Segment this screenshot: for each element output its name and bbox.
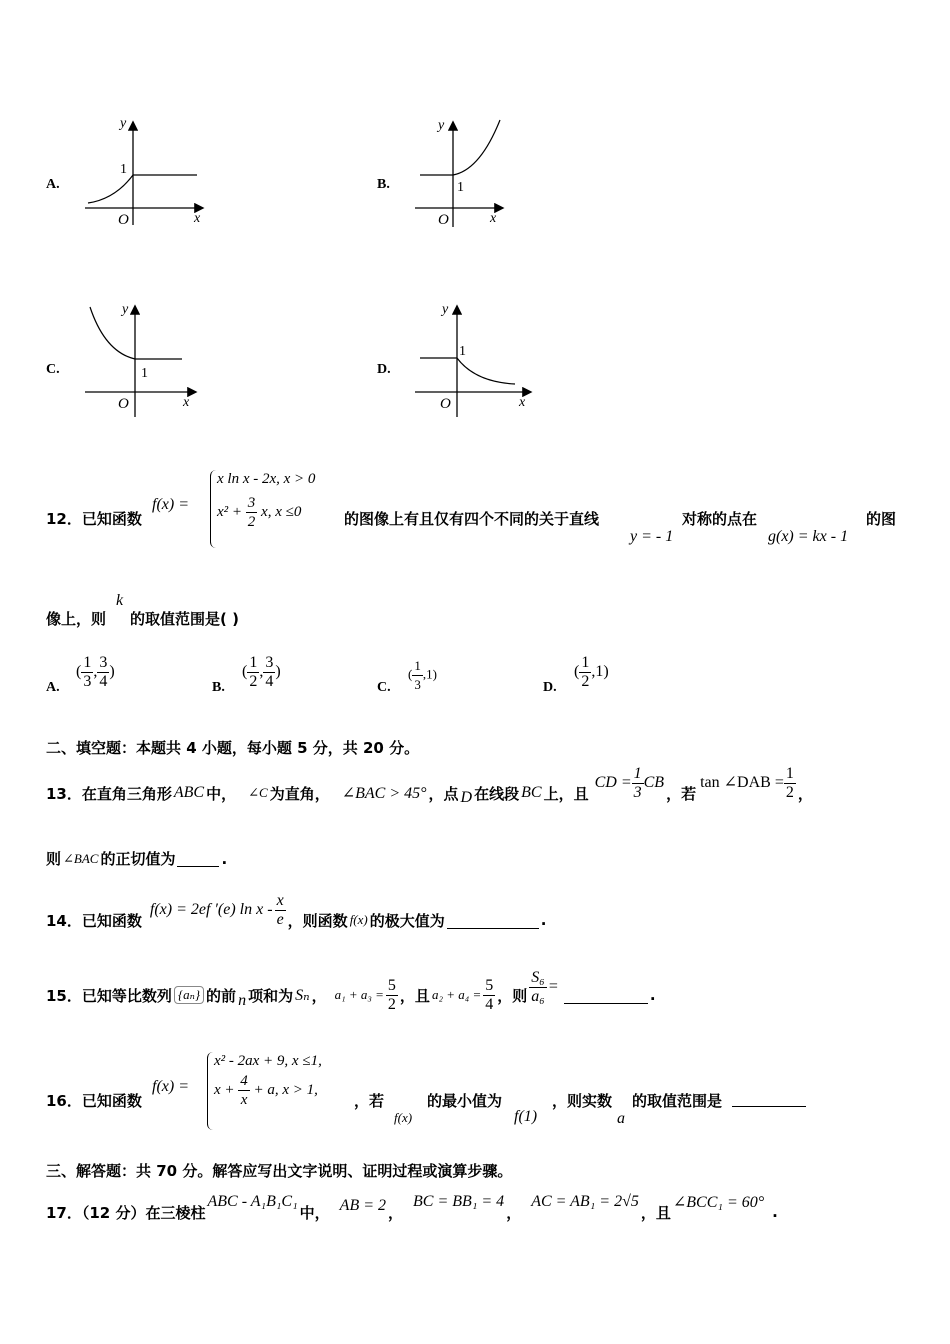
q15-answer-blank[interactable] xyxy=(564,987,648,1004)
q12-text1: 的图像上有且仅有四个不同的关于直线 xyxy=(344,510,600,528)
graph-b xyxy=(410,115,520,230)
q16-f-lhs: f(x) = xyxy=(152,1078,189,1095)
q12-f-lhs: f(x) = xyxy=(152,496,189,513)
q16-fx: f(x) xyxy=(394,1110,413,1125)
one-label: 1 xyxy=(141,366,148,381)
q12-option-c[interactable]: ( $\frac{1}{3}$ ,1) xyxy=(408,658,437,692)
q12-case1: x ln x - 2x, x > 0 xyxy=(217,471,316,487)
graph-d xyxy=(410,297,535,422)
y-label: y xyxy=(442,302,449,317)
y-label: y xyxy=(120,116,127,131)
one-label: 1 xyxy=(120,162,127,177)
q12-option-d[interactable]: ( $\frac{1}{2}$ ,1) xyxy=(574,654,609,690)
q12-case2: x² + $\frac{3}{2}$ x, x ≤0 xyxy=(217,495,302,530)
x-label: x xyxy=(490,211,497,226)
origin-label: O xyxy=(118,212,129,228)
q16-text3: 的最小值为 xyxy=(427,1092,503,1110)
q12-option-d-label[interactable]: D. xyxy=(543,680,557,695)
q12-text3: 的图 xyxy=(866,510,897,528)
q12-g: g(x) = kx - 1 xyxy=(768,528,849,545)
origin-label: O xyxy=(118,396,129,412)
q16-case1: x² - 2ax + 9, x ≤1, xyxy=(214,1053,322,1069)
q16-case2: x + $\frac{4}{x}$ + a, x > 1, xyxy=(214,1073,318,1108)
option-a-label[interactable]: A. xyxy=(46,177,60,192)
graph-c xyxy=(80,297,200,422)
y-label: y xyxy=(438,118,445,133)
section3-heading: 三、解答题：共 70 分。解答应写出文字说明、证明过程或演算步骤。 xyxy=(46,1162,513,1180)
one-label: 1 xyxy=(459,344,466,359)
q16-text5: 的取值范围是 xyxy=(632,1092,723,1110)
q16-answer-blank[interactable] xyxy=(732,1090,806,1107)
q13-line2: 则 ∠BAC 的正切值为 . xyxy=(46,849,228,868)
x-label: x xyxy=(194,211,201,226)
q16-text4: ，则实数 xyxy=(552,1092,613,1110)
q12-piecewise xyxy=(210,470,315,548)
q16-f1: f(1) xyxy=(514,1108,538,1125)
origin-label: O xyxy=(438,212,449,228)
curve xyxy=(457,358,515,384)
q17-line: 17．（12 分）在三棱柱 ABC - A₁B₁C₁ 中， AB = 2 ， BC = BB₁ = 4 ， AC = AB₁ = 2√5 ，且 ∠BCC₁ = 60° . xyxy=(46,1193,778,1222)
q12-option-b[interactable]: ( $\frac{1}{2}$ , $\frac{3}{4}$ ) xyxy=(242,654,281,690)
q14-line: 14．已知函数 f(x) = 2ef ′(e) ln x - $\frac{x}{e}$ ，则函数 f(x) 的极大值为 . xyxy=(46,891,547,930)
q12-text4: 像上，则 xyxy=(46,610,107,628)
one-label: 1 xyxy=(457,180,464,195)
q13-tan: tan ∠DAB = $\frac{1}{2}$ xyxy=(700,764,794,801)
q12-option-b-label[interactable]: B. xyxy=(212,680,225,695)
q12-line: y = - 1 xyxy=(630,528,674,545)
q12-text5: 的取值范围是( ) xyxy=(130,610,239,628)
q16-number: 16．已知函数 xyxy=(46,1092,142,1110)
q12-k: k xyxy=(116,592,124,609)
graph-a xyxy=(80,115,210,230)
q16-piecewise xyxy=(207,1052,322,1130)
q12-text2: 对称的点在 xyxy=(682,510,758,528)
q15-line: 15．已知等比数列 {aₙ} 的前 n 项和为 Sₙ ， a₁ + a₃ = $\frac{5}{2}$ ，且 a₂ + a₄ = $\frac{5}{4}$ ，则 $\frac{\text{S₆}}{\text{a₆}}$ = . xyxy=(46,968,656,1013)
q13-answer-blank[interactable] xyxy=(177,850,219,867)
q12-number: 12．已知函数 xyxy=(46,510,142,528)
curve xyxy=(88,175,133,203)
q13-line1: 13．在直角三角形 ABC 中， ∠C 为直角， ∠BAC > 45° ，点 D 在线段 BC 上，且 CD = $\frac{1}{3}$ CB ，若 tan ∠DAB = $\frac{1}{2}$ ， xyxy=(46,764,813,806)
q14-answer-blank[interactable] xyxy=(447,912,539,929)
q12-option-a-label[interactable]: A. xyxy=(46,680,60,695)
x-label: x xyxy=(183,395,190,410)
q12-option-c-label[interactable]: C. xyxy=(377,680,391,695)
section2-heading: 二、填空题：本题共 4 小题，每小题 5 分，共 20 分。 xyxy=(46,739,420,757)
x-label: x xyxy=(519,395,526,410)
q13-cd: CD = $\frac{1}{3}$ CB xyxy=(594,764,665,801)
option-d-label[interactable]: D. xyxy=(377,362,391,377)
q12-case2-frac: $\frac{3}{2}$ xyxy=(247,495,256,530)
q12-option-a[interactable]: ( $\frac{1}{3}$ , $\frac{3}{4}$ ) xyxy=(76,654,115,690)
option-c-label[interactable]: C. xyxy=(46,362,60,377)
origin-label: O xyxy=(440,396,451,412)
q16-text2: ，若 xyxy=(354,1092,385,1110)
y-label: y xyxy=(122,302,129,317)
curve xyxy=(453,120,500,175)
option-b-label[interactable]: B. xyxy=(377,177,390,192)
q16-a: a xyxy=(617,1110,625,1127)
curve xyxy=(90,307,135,359)
